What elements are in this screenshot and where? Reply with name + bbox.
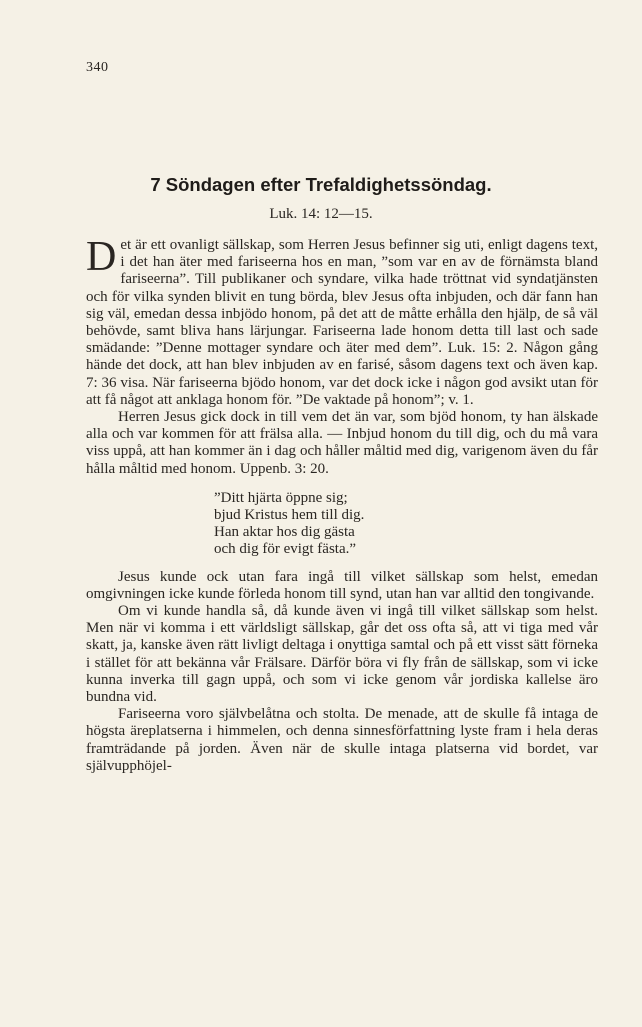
scripture-reference: Luk. 14: 12—15. <box>269 206 373 222</box>
verse-line: Han aktar hos dig gästa <box>214 524 355 541</box>
hymn-verse <box>214 490 598 559</box>
verse-line: ”Ditt hjärta öppne sig; <box>214 489 348 506</box>
verse-line: och dig för evigt fästa.” <box>214 541 357 558</box>
paragraph-1-text: et är ett ovanligt sällskap, som Herren Jesus befinner sig uti, enligt dagens text, i det han äter med fariseerna hos en man, ”som var en av de förnämsta bland fariseerna”. Till publikaner och syndare, vilka hade tröttnat vid syndatjänsten och för vilka synden blivit en tung börda, blev Jesus ofta inbjuden, och där fann han sig väl, emedan dessa inbjödo honom, på det att de måtte erhålla den hjälp, de så väl behövde, samt bliva hans lärjungar. Fariseerna lade honom detta till last och sade smädande: ”Denne mottager syndare och äter med dem”. Luk. 15: 2. Någon gång hände det dock, att han blev inbjuden av en farisé, såsom dagens text och även kap. 7: 36 visa. När fariseerna bjödo honom, var det dock icke i någon god avsikt utan för att få något att anklaga honom för. ”De vaktade på honom”; v. 1. <box>86 237 598 408</box>
paragraph-3: Jesus kunde ock utan fara ingå till vilket sällskap som helst, emedan omgivningen icke kunde förleda honom till synd, utan han var alltid den tongivande. <box>86 568 598 602</box>
body-text <box>86 234 598 775</box>
page-number: 340 <box>86 60 109 75</box>
page-title: 7 Söndagen efter Trefaldighetssöndag. <box>150 174 492 195</box>
verse-line: bjud Kristus hem till dig. <box>214 507 365 524</box>
paragraph-4: Om vi kunde handla så, då kunde även vi ingå till vilket sällskap som helst. Men när vi komma i ett världsligt sällskap, går det oss ofta så, att vi tiga med vår skatt, ja, kanske även rätt livligt deltaga i onyttiga samtal och på ett visst sätt förneka i stället för att bekänna vår Frälsare. Därför böra vi fly från de sällskap, som vi icke kunna inverka till gagn uppå, och som vi icke genom vår jordiska kallelse äro bundna vid. <box>86 603 598 706</box>
paragraph-5: Fariseerna voro självbelåtna och stolta. De menade, att de skulle få intaga de högsta äreplatserna i himmelen, och denna sinnesförfattning lyste fram i hela deras framträdande på jorden. Även när de skulle intaga platserna vid bordet, var självupphöjel- <box>86 706 598 774</box>
paragraph-2: Herren Jesus gick dock in till vem det än var, som bjöd honom, ty han älskade alla och var kommen för att frälsa alla. — Inbjud honom du till dig, och du må vara viss uppå, att han kommer än i dag och håller måltid med dig, varigenom även du får hålla måltid med honom. Uppenb. 3: 20. <box>86 409 598 477</box>
paragraph-1 <box>86 234 598 409</box>
drop-cap: D <box>86 234 117 280</box>
